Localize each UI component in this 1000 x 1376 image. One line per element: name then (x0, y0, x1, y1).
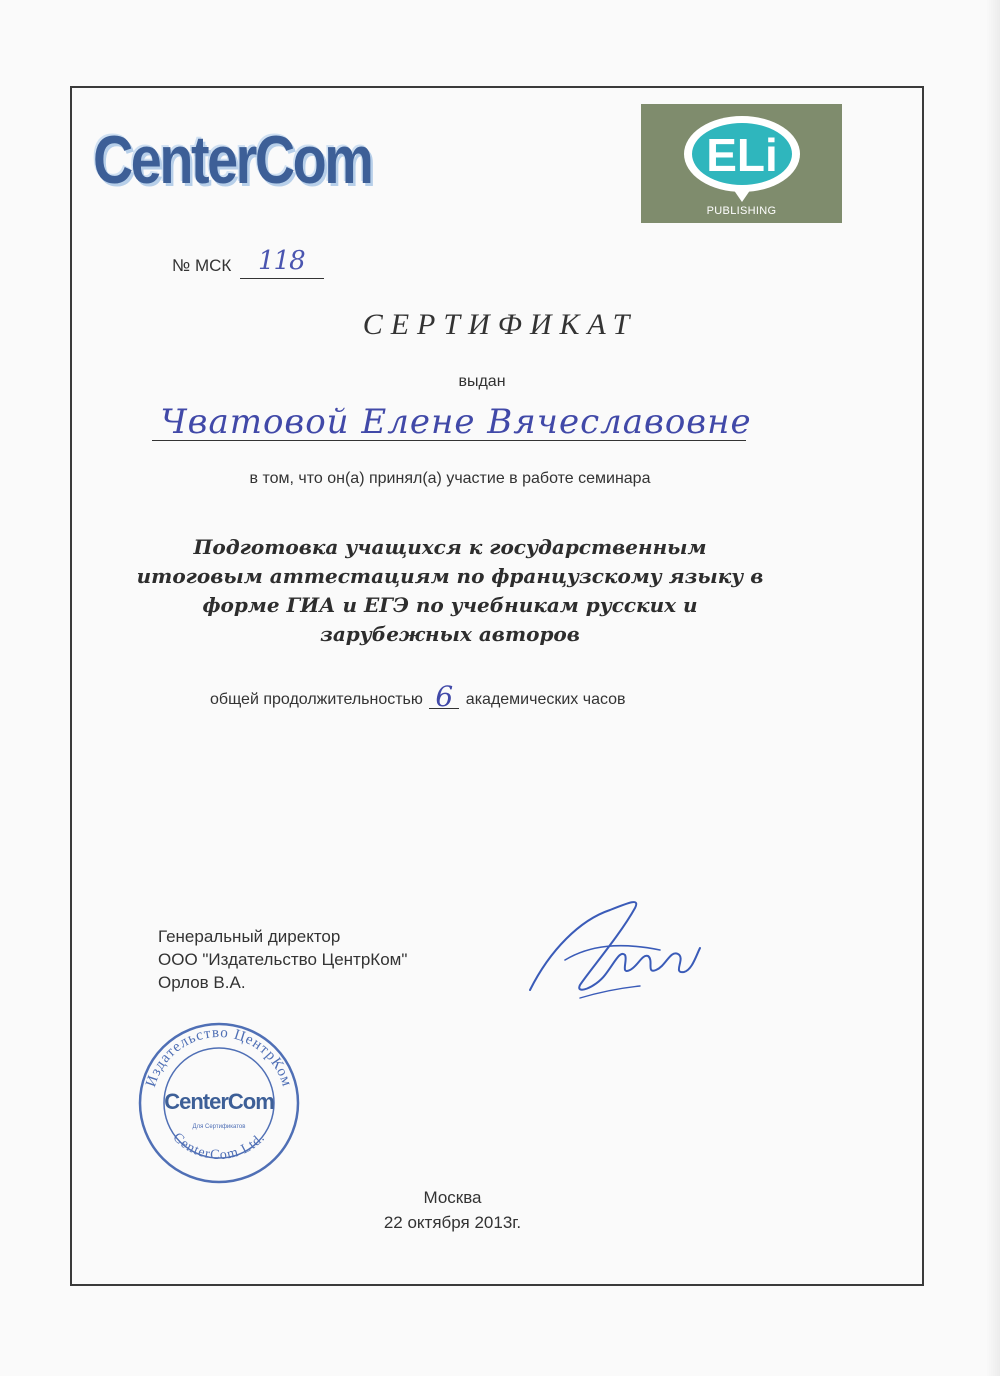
scan-edge (986, 0, 1000, 1376)
eli-publishing-label: PUBLISHING (706, 205, 777, 217)
issue-city: Москва (423, 1188, 482, 1207)
eli-logo-text: ELi (706, 129, 778, 181)
duration-suffix: академических часов (465, 691, 626, 708)
participation-text: в том, что он(а) принял(а) участие в работе семинара (249, 470, 651, 487)
duration-line (210, 680, 626, 713)
svg-text:Издательство ЦентрКом (143, 1025, 295, 1089)
handwritten-signature (520, 890, 720, 1010)
issued-label: выдан (458, 373, 506, 390)
eli-publishing-logo (641, 104, 842, 223)
recipient-name-underline (152, 440, 746, 441)
signer-name: Орлов В.А. (158, 973, 246, 992)
signer-block (158, 925, 407, 994)
centercom-logo (93, 118, 372, 202)
company-stamp (136, 1020, 302, 1186)
certificate-number-underline (240, 278, 324, 279)
certificate-number-value: 118 (258, 246, 305, 276)
svg-text:CenterCom Ltd. (170, 1130, 269, 1163)
centercom-logo-text: CenterCom (93, 122, 372, 198)
seminar-title: Подготовка учащихся к государственным итоговым аттестациям по французскому языку в форме ГИА и ЕГЭ по учебникам русских и зарубежных авторов (136, 535, 764, 646)
stamp-inner-text: Для Сертификатов (192, 1124, 246, 1130)
certificate-title: СЕРТИФИКАТ (362, 308, 638, 341)
recipient-name: Чватовой Елене Вячеславовне (160, 402, 752, 442)
issue-date: 22 октября 2013г. (383, 1213, 522, 1232)
signer-position: Генеральный директор (158, 927, 341, 946)
duration-prefix: общей продолжительностью (210, 691, 423, 708)
stamp-center-logo: CenterCom (164, 1089, 274, 1114)
stamp-outer-text-bottom: CenterCom Ltd. (169, 1130, 269, 1164)
certificate-number-label: № МСК (172, 256, 232, 275)
stamp-outer-text-top: Издательство ЦентрКом (143, 1024, 295, 1089)
signer-company: ООО "Издательство ЦентрКом" (158, 950, 408, 969)
duration-hours: 6 (429, 686, 459, 709)
